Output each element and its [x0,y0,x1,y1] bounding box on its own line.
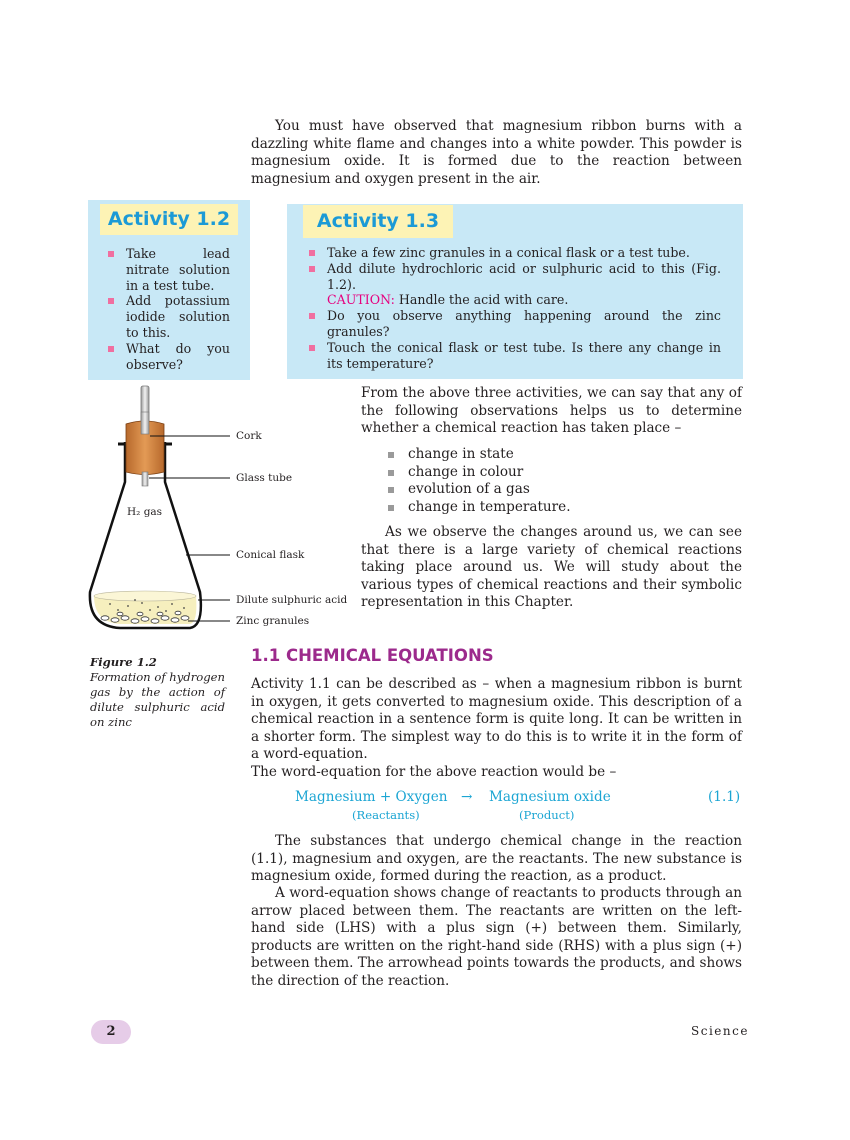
activity-1-2-box [88,200,250,380]
product-label: (Product) [519,808,575,822]
section-heading: 1.1 CHEMICAL EQUATIONS [251,646,494,665]
label-conical-flask: Conical flask [236,549,305,561]
bullet-icon [108,346,114,352]
caution-label: CAUTION: [327,292,395,308]
list-item-text: change in state [408,446,514,462]
label-cork: Cork [236,430,262,442]
bullet-icon [309,266,315,272]
section-paragraph-4 [251,885,742,991]
list-item [305,245,721,261]
list-item-text: Add potassium iodide solution to this. [126,293,230,340]
list-item-text: Add dilute hydrochloric acid or sulphuric acid to this (Fig. 1.2). [327,260,721,292]
list-item-text: change in colour [408,463,524,480]
observe-paragraph [361,524,742,612]
list-item-text: Do you observe anything happening around the zinc granules? [327,308,721,339]
activity-1-2-list [104,246,230,372]
bullet-icon [108,251,114,257]
bullet-icon [309,250,315,256]
list-item [305,340,721,372]
page-number: 2 [91,1020,131,1044]
liquid-surface [94,591,196,601]
list-item [305,261,721,308]
observations-list [386,446,706,516]
list-item-text: change in temperature. [408,498,571,515]
bullet-icon [309,345,315,351]
label-glass-tube: Glass tube [236,472,293,484]
list-item-text: Touch the conical flask or test tube. Is there any change in its temperature? [327,339,721,371]
bullet-icon [388,505,394,511]
activity-1-2-title: Activity 1.2 [100,204,238,235]
figure-number: Figure 1.2 [90,655,157,669]
bullet-icon [388,470,394,476]
tube-top [141,412,149,434]
observe-text: As we observe the changes around us, we can see that there is a large variety of chemical reactions taking place around us. We will study about the various types of chemical reactions and their symbolic representation in this Chapter. [361,524,742,611]
list-item [386,499,706,517]
bullet-icon [108,298,114,304]
bullet-icon [309,313,315,319]
list-item [386,481,706,499]
intro-text: You must have observed that magnesium ribbon burns with a dazzling white flame and changes into a white powder. This powder is magnesium oxide. It is formed due to the reaction between magnesium and oxygen present in the air. [251,118,742,187]
activity-1-3-title: Activity 1.3 [303,205,453,238]
equation-lhs: Magnesium + Oxygen [295,789,448,805]
label-zinc-granules: Zinc granules [236,615,310,627]
bullet-icon [388,452,394,458]
list-item [104,341,230,373]
list-item-text: Take a few zinc granules in a conical flask or a test tube. [327,245,690,260]
reactants-label: (Reactants) [352,808,420,822]
list-item [386,464,706,482]
bullet-icon [388,487,394,493]
list-item [104,246,230,293]
section-paragraph-3 [251,833,742,886]
list-item [305,308,721,340]
list-item [386,446,706,464]
paragraph-4-text: A word-equation shows change of reactants to products through an arrow placed between them. The reactants are written on the left-hand side (LHS) with a plus sign (+) between them. Similarly, products are written on the right-hand side (RHS) with a plus sign (+) between them. The arrowhead points towards the products, and shows the direction of the reaction. [251,885,743,989]
equation-rhs: Magnesium oxide [489,789,611,805]
caution-text: Handle the acid with care. [398,292,569,308]
list-item-text: evolution of a gas [408,481,530,498]
observations-intro: From the above three activities, we can say that any of the following observations helps us to determine whether a chemical reaction has taken place – [361,385,742,437]
activity-1-3-box [287,204,743,379]
list-item-text: What do you observe? [126,340,230,372]
list-item [104,293,230,340]
list-item-text: Take lead nitrate solution in a test tube. [126,246,230,293]
section-paragraph-1: Activity 1.1 can be described as – when a magnesium ribbon is burnt in oxygen, it gets converted to magnesium oxide. This description of a chemical reaction in a sentence form is quite long. It can be written in a shorter form. The simplest way to do this is to write it in the form of a word-equation. [251,676,742,763]
book-title: Science [691,1024,749,1038]
section-paragraph-2: The word-equation for the above reaction would be – [251,764,617,780]
activity-1-3-list [305,245,721,371]
equation-number: (1.1) [708,789,741,805]
paragraph-3-text: The substances that undergo chemical change in the reaction (1.1), magnesium and oxygen, are the reactants. The new substance is magnesium oxide, formed during the reaction, as a product. [251,833,742,885]
label-h2-gas: H₂ gas [127,506,163,518]
label-dilute-acid: Dilute sulphuric acid [236,594,348,606]
intro-paragraph [251,118,742,188]
equation-arrow: → [461,789,473,805]
tube-bottom [142,472,148,486]
figure-caption [90,655,225,730]
figure-caption-text: Formation of hydrogen gas by the action of dilute sulphuric acid on zinc [90,670,226,729]
